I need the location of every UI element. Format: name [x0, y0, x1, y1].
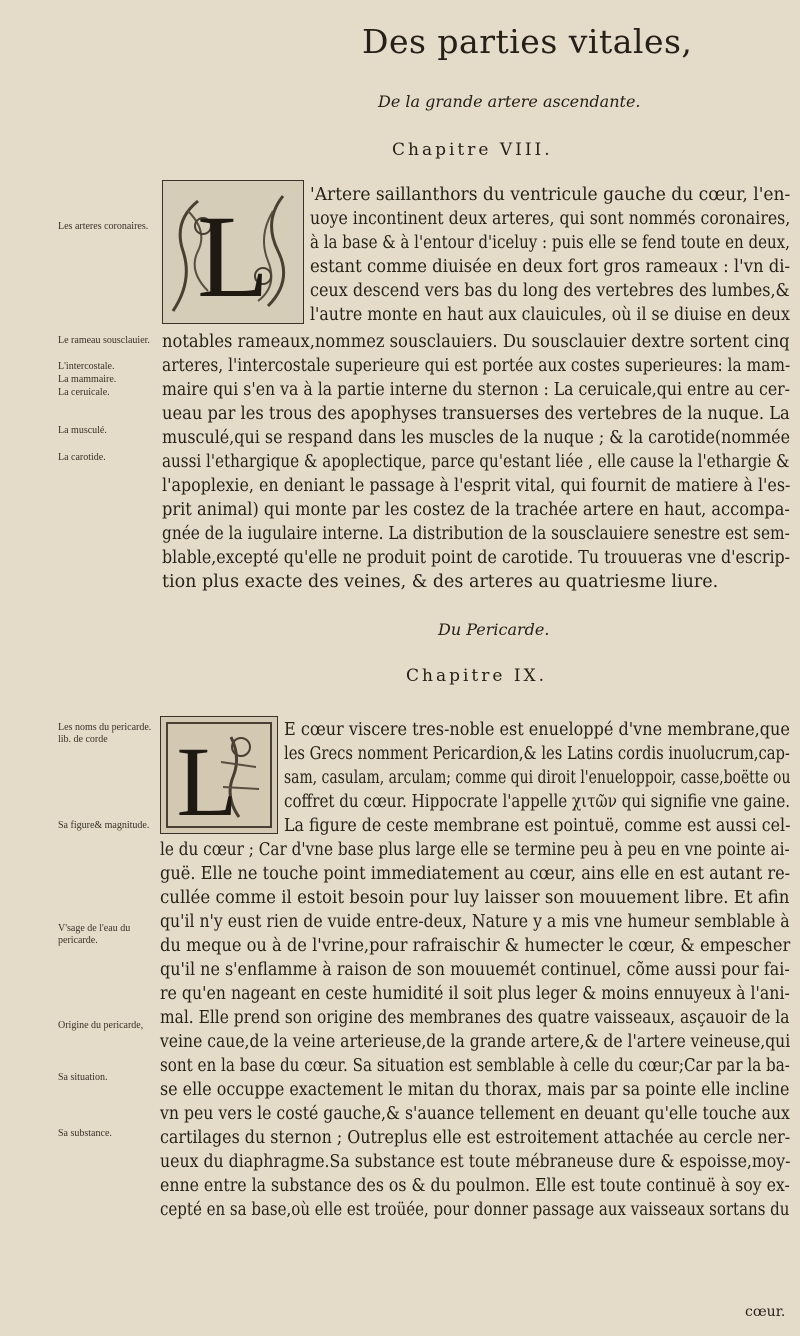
text-line: cartilages du sternon ; Outreplus elle est estroitement attachée au cercle ner-	[160, 1128, 791, 1148]
text-line: qu'il n'y eust rien de vuide entre-deux, Nature y a mis vne humeur semblable à	[160, 912, 790, 932]
text-line: vn peu vers le costé gauche,& s'auance tellement en deuant qu'elle touche aux	[160, 1104, 790, 1124]
text-line: mal. Elle prend son origine des membranes des quatre vaisseaux, asçauoir de la	[160, 1008, 790, 1028]
text-line: à la base & à l'entour d'iceluy : puis elle se fend toute en deux,	[310, 233, 790, 253]
text-line: ueau par les trous des apophyses transuerses des vertebres de la nuque. La	[162, 404, 790, 424]
section-heading: De la grande artere ascendante.	[378, 92, 641, 111]
text-line: guë. Elle ne touche point immediatement au cœur, ains elle en est autant re-	[160, 864, 791, 884]
margin-note: Le rameau sousclauier.	[58, 335, 150, 346]
text-line: blable,excepté qu'elle ne produit point de carotide. Tu trouueras vne d'escrip-	[162, 548, 791, 568]
text-line: gnée de la iugulaire interne. La distribution de la sousclauiere senestre est sem-	[162, 524, 790, 544]
text-line: aussi l'ethargique & apoplectique, parce qu'estant liée , elle cause la l'ethargie &	[162, 452, 790, 472]
section-heading: Du Pericarde.	[438, 620, 550, 639]
chapter-title: Chapitre VIII.	[392, 140, 553, 160]
text-line: se elle occuppe exactement le mitan du thorax, mais par sa pointe elle incline	[160, 1080, 790, 1100]
decorated-initial	[162, 180, 304, 324]
text-line: notables rameaux,nommez sousclauiers. Du sousclauier dextre sortent cinq	[162, 332, 790, 352]
text-line: veine caue,de la veine arterieuse,de la grande artere,& de l'artere veineuse,qui	[160, 1032, 791, 1052]
text-line: maire qui s'en va à la partie interne du sternon : La ceruicale,qui entre au cer-	[162, 380, 790, 400]
initial-letter: L	[196, 191, 270, 322]
margin-note: La carotide.	[58, 452, 106, 463]
text-line: qu'il ne s'enflamme à raison de son mouuemét continuel, cõme aussi pour fai-	[160, 960, 790, 980]
margin-note: Sa substance.	[58, 1128, 112, 1139]
margin-note: Sa situation.	[58, 1072, 108, 1083]
margin-note: La ceruicale.	[58, 387, 110, 398]
margin-note: Sa figure& magnitude.	[58, 820, 150, 831]
text-line: sam, casulam, arculam; comme qui diroit l'enueloppoir, casse,boëtte ou	[284, 768, 791, 788]
margin-note: L'intercostale.	[58, 361, 115, 372]
chapter-title: Chapitre IX.	[406, 666, 548, 686]
text-line: coffret du cœur. Hippocrate l'appelle χιτῶν qui signifie vne gaine.	[284, 792, 791, 812]
margin-note: Les noms du pericarde. lib. de corde	[58, 722, 152, 745]
text-line: re qu'en nageant en ceste humidité il soit plus leger & moins ennuyeux à l'ani-	[160, 984, 790, 1004]
margin-note: La mammaire.	[58, 374, 117, 385]
text-line: du meque ou à de l'vrine,pour rafraischir & humecter le cœur, & empescher	[160, 936, 791, 956]
decorated-initial	[160, 716, 278, 834]
margin-note: La musculé.	[58, 425, 107, 436]
text-line: E cœur viscere tres-noble est enueloppé d'vne membrane,que	[284, 720, 790, 740]
text-line: ueux du diaphragme.Sa substance est toute mébraneuse dure & espoisse,moy-	[160, 1152, 791, 1172]
text-line: enne entre la substance des os & du poulmon. Elle est toute continuë à soy ex-	[160, 1176, 790, 1196]
margin-note: V'sage de l'eau du pericarde.	[58, 923, 131, 946]
ornament-icon	[163, 181, 303, 323]
margin-note: Origine du pericarde,	[58, 1020, 144, 1031]
text-line: sont en la base du cœur. Sa situation est semblable à celle du cœur;Car par la ba-	[160, 1056, 790, 1076]
text-line: prit animal) qui monte par les costez de la trachée artere en haut, accompa-	[162, 500, 790, 520]
running-head: Des parties vitales,	[362, 22, 693, 61]
ornament-icon	[161, 717, 277, 833]
catchword: cœur.	[745, 1304, 786, 1320]
margin-note: Les arteres coronaires.	[58, 221, 149, 232]
text-line: le du cœur ; Car d'vne base plus large elle se termine peu à peu en vne pointe ai-	[160, 840, 790, 860]
text-line: musculé,qui se respand dans les muscles de la nuque ; & la carotide(nommée	[162, 428, 791, 448]
text-line: l'autre monte en haut aux clauicules, où il se diuise en deux	[310, 305, 790, 325]
text-line: cullée comme il estoit besoin pour luy laisser son mouuement libre. Et afin	[160, 888, 790, 908]
text-line: La figure de ceste membrane est pointuë, comme est aussi cel-	[284, 816, 791, 836]
text-line: arteres, l'intercostale superieure qui est portée aux costes superieures: la mam-	[162, 356, 791, 376]
text-line: estant comme diuisée en deux fort gros rameaux : l'vn di-	[310, 257, 791, 277]
text-line: uoye incontinent deux arteres, qui sont nommés coronaires,	[310, 209, 791, 229]
text-line: tion plus exacte des veines, & des arteres au quatriesme liure.	[162, 572, 719, 592]
text-line: ceux descend vers bas du long des vertebres des lumbes,&	[310, 281, 790, 301]
text-line: 'Artere saillanthors du ventricule gauche du cœur, l'en-	[310, 185, 791, 205]
initial-letter: L	[176, 726, 238, 833]
text-line: les Grecs nomment Pericardion,& les Latins cordis inuolucrum,cap-	[284, 744, 790, 764]
text-line: cepté en sa base,où elle est troüée, pour donner passage aux vaisseaux sortans du	[160, 1200, 790, 1220]
text-line: l'apoplexie, en deniant le passage à l'esprit vital, qui fournit de matiere à l'es-	[162, 476, 791, 496]
